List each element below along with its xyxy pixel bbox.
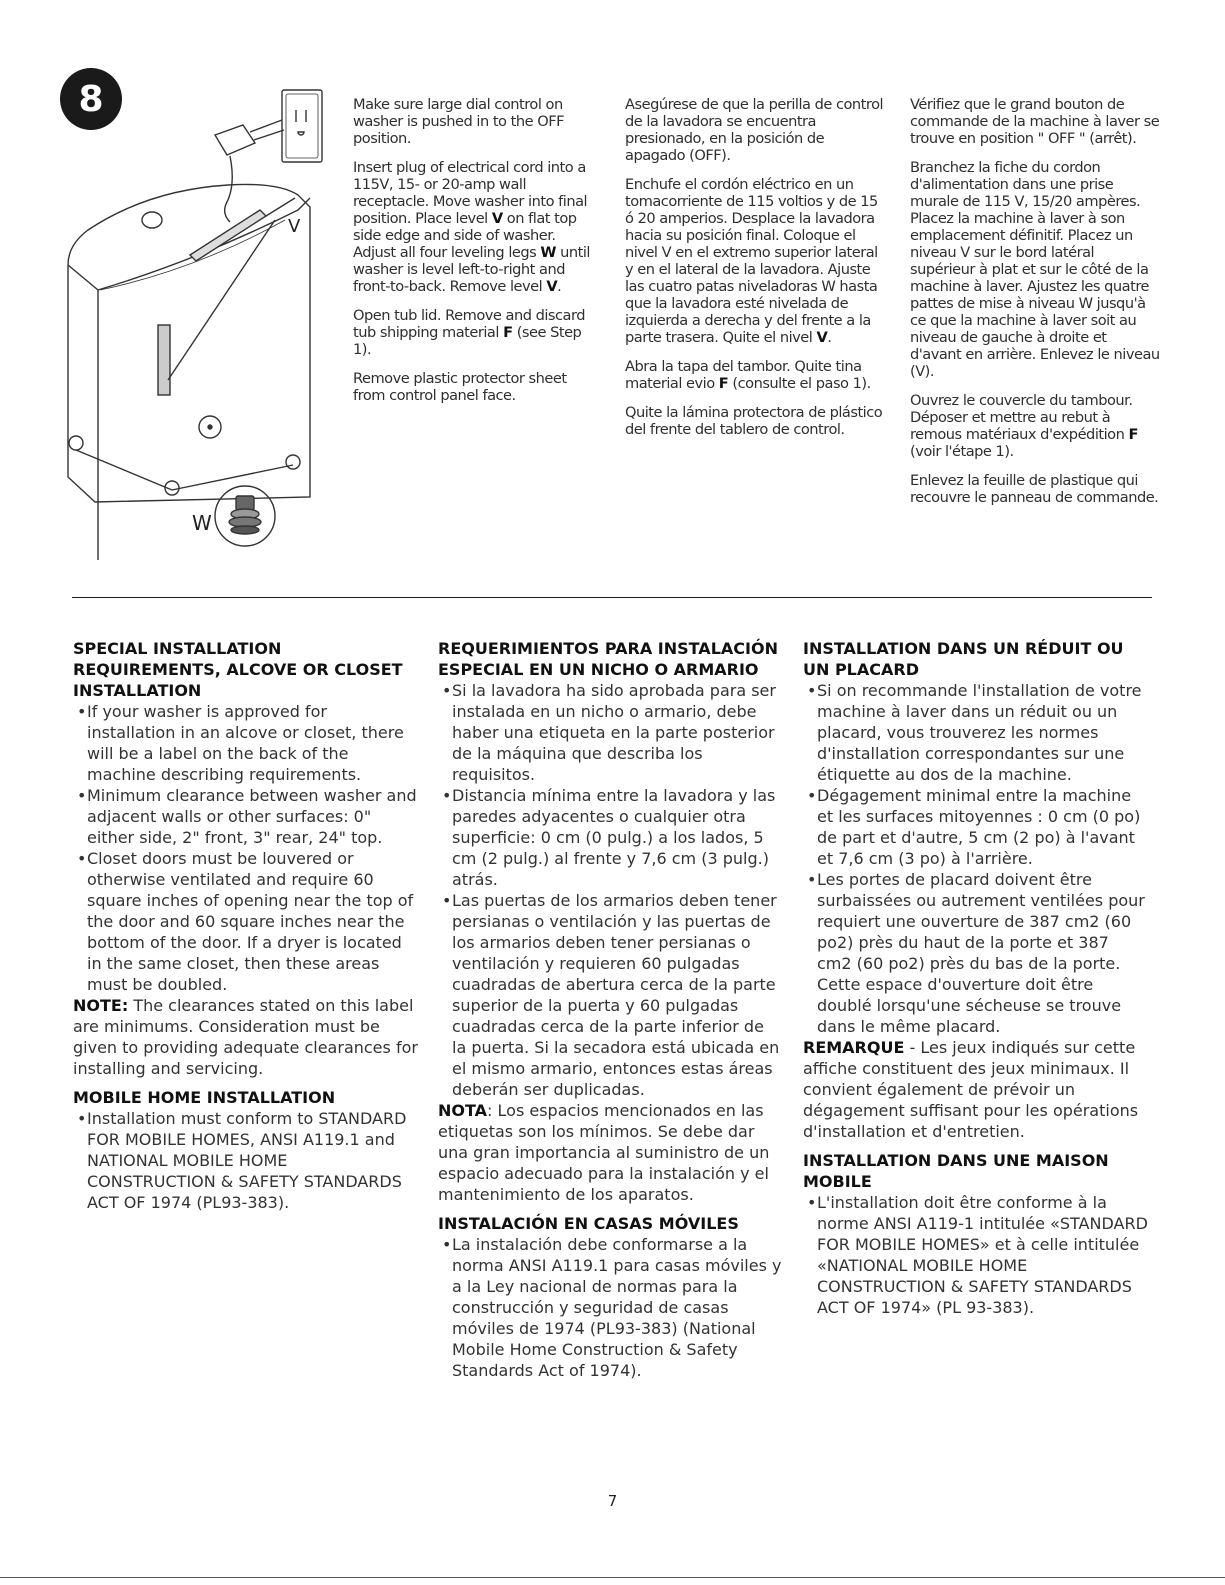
requirements-english	[73, 638, 418, 1213]
en-heading-alcove: SPECIAL INSTALLATION REQUIREMENTS, ALCOVE OR CLOSET INSTALLATION	[73, 639, 403, 700]
washer-body	[68, 184, 310, 502]
en-step-2: Insert plug of electrical cord into a 115V, 15- or 20-amp wall receptacle. Move washer into final position. Place level V on flat top side edge and side of washer. Adjust all four leveling legs W until washer is level left-to-right and front-to-back. Remove level V.	[353, 159, 590, 295]
es-step-3: Abra la tapa del tambor. Quite tina material evio F (consulte el paso 1).	[625, 358, 871, 392]
en-heading-mobile-home: MOBILE HOME INSTALLATION	[73, 1088, 336, 1107]
es-bullet-1: • Si la lavadora ha sido aprobada para ser instalada en un nicho o armario, debe haber una etiqueta en la parte posterior de la máquina que describa los requisitos.	[438, 680, 783, 785]
es-step-4: Quite la lámina protectora de plástico del frente del tablero de control.	[625, 404, 883, 438]
label-w: W	[192, 511, 212, 535]
es-heading-alcove: REQUERIMIENTOS PARA INSTALACIÓN ESPECIAL EN UN NICHO O ARMARIO	[438, 639, 778, 679]
es-heading-mobile-home: INSTALACIÓN EN CASAS MÓVILES	[438, 1214, 739, 1233]
fr-note: REMARQUE - Les jeux indiqués sur cette affiche constituent des jeux minimaux. Il convient également de prévoir un dégagement suffisant pour les opérations d'installation et d'entretien.	[803, 1038, 1139, 1141]
en-step-4: Remove plastic protector sheet from control panel face.	[353, 370, 567, 404]
instructions-english	[353, 96, 598, 416]
es-bullet-2: • Distancia mínima entre la lavadora y las paredes adyacentes o cualquier otra superficie: 0 cm (0 pulg.) a los lados, 5 cm (2 pulg.) al frente y 7,6 cm (3 pulg.) atrás.	[438, 785, 783, 890]
washer-leveling-illustration	[40, 80, 340, 580]
en-step-1: Make sure large dial control on washer is pushed in to the OFF position.	[353, 96, 564, 147]
en-bullet-1: • If your washer is approved for installation in an alcove or closet, there will be a label on the back of the machine describing requirements.	[73, 701, 418, 785]
level-tool	[190, 210, 266, 261]
step-number: 8	[78, 78, 104, 120]
en-bullet-2: • Minimum clearance between washer and adjacent walls or other surfaces: 0" either side, 2" front, 3" rear, 24" top.	[73, 785, 418, 848]
es-bullet-3: • Las puertas de los armarios deben tener persianas o ventilación y las puertas de los armarios deben tener persianas o ventilación y requieren 60 pulgadas cuadradas de abertura cerca de la parte superior de la puerta y 60 pulgadas cuadradas cerca de la parte inferior de la puerta. Si la secadora está ubicada en el mismo armario, entonces estas áreas deberán ser duplicadas.	[438, 890, 783, 1100]
section-divider	[72, 597, 1152, 598]
es-step-2: Enchufe el cordón eléctrico en un tomacorriente de 115 voltios y de 15 ó 20 amperios. Desplace la lavadora hacia su posición final. Coloque el nivel V en el extremo superior lateral y en el lateral de la lavadora. Ajuste las cuatro patas niveladoras W hasta que la lavadora esté nivelada de izquierda a derecha y del frente a la parte trasera. Quite el nivel V.	[625, 176, 878, 346]
requirements-french	[803, 638, 1148, 1318]
instructions-french	[910, 96, 1160, 518]
es-bullet-4: • La instalación debe conformarse a la norma ANSI A119.1 para casas móviles y a la Ley nacional de normas para la construcción y seguridad de casas móviles de 1974 (PL93-383) (National Mobile Home Construction & Safety Standards Act of 1974).	[438, 1234, 783, 1381]
wall-outlet	[282, 90, 322, 162]
instructions-spanish	[625, 96, 887, 450]
es-note: NOTA: Los espacios mencionados en las etiquetas son los mínimos. Se debe dar una gran importancia al suministro de un espacio adecuado para la instalación y el mantenimiento de los aparatos.	[438, 1101, 770, 1204]
en-bullet-4: • Installation must conform to STANDARD FOR MOBILE HOMES, ANSI A119.1 and NATIONAL MOBILE HOME CONSTRUCTION & SAFETY STANDARDS ACT OF 1974 (PL93-383).	[73, 1108, 418, 1213]
bottom-rule	[0, 1577, 1225, 1578]
en-step-3: Open tub lid. Remove and discard tub shipping material F (see Step 1).	[353, 307, 585, 358]
fr-step-4: Enlevez la feuille de plastique qui recouvre le panneau de commande.	[910, 472, 1159, 506]
fr-bullet-2: • Dégagement minimal entre la machine et les surfaces mitoyennes : 0 cm (0 po) de part et d'autre, 5 cm (2 po) à l'avant et 7,6 cm (3 po) à l'arrière.	[803, 785, 1148, 869]
fr-step-1: Vérifiez que le grand bouton de commande de la machine à laver se trouve en position " OFF " (arrêt).	[910, 96, 1160, 147]
fr-step-2: Branchez la fiche du cordon d'alimentation dans une prise murale de 115 V, 15/20 ampères. Placez la machine à laver à son emplacement définitif. Placez un niveau V sur le bord latéral supérieur à plat et sur le côté de la machine à laver. Ajustez les quatre pattes de mise à niveau W jusqu'à ce que la machine à laver soit au niveau de gauche à droite et d'avant en arrière. Enlevez le niveau (V).	[910, 159, 1160, 380]
fr-bullet-4: • L'installation doit être conforme à la norme ANSI A119-1 intitulée «STANDARD FOR MOBILE HOMES» et à celle intitulée «NATIONAL MOBILE HOME CONSTRUCTION & SAFETY STANDARDS ACT OF 1974» (PL 93-383).	[803, 1192, 1148, 1318]
label-v: V	[288, 216, 301, 237]
requirements-spanish	[438, 638, 783, 1381]
fr-bullet-3: • Les portes de placard doivent être surbaissées ou autrement ventilées pour requiert une ouverture de 387 cm2 (60 po2) près du haut de la porte et 387 cm2 (60 po2) près du bas de la porte. Cette espace d'ouverture doit être doublé lorsqu'une sécheuse se trouve dans le même placard.	[803, 869, 1148, 1037]
en-bullet-3: • Closet doors must be louvered or otherwise ventilated and require 60 square inches of opening near the top of the door and 60 square inches near the bottom of the door. If a dryer is located in the same closet, then these areas must be doubled.	[73, 848, 418, 995]
page-number: 7	[607, 1492, 618, 1510]
fr-heading-mobile-home: INSTALLATION DANS UNE MAISON MOBILE	[803, 1151, 1109, 1191]
en-note: NOTE: The clearances stated on this label are minimums. Consideration must be given to providing adequate clearances for installing and servicing.	[73, 996, 418, 1078]
fr-heading-alcove: INSTALLATION DANS UN RÉDUIT OU UN PLACARD	[803, 639, 1124, 679]
fr-step-3: Ouvrez le couvercle du tambour. Déposer et mettre au rebut à remous matériaux d'expédition F (voir l'étape 1).	[910, 392, 1138, 460]
electrical-plug	[215, 125, 255, 155]
es-step-1: Asegúrese de que la perilla de control de la lavadora se encuentra presionado, en la posición de apagado (OFF).	[625, 96, 884, 164]
fr-bullet-1: • Si on recommande l'installation de votre machine à laver dans un réduit ou un placard, vous trouverez les normes d'installation correspondantes sur une étiquette au dos de la machine.	[803, 680, 1148, 785]
